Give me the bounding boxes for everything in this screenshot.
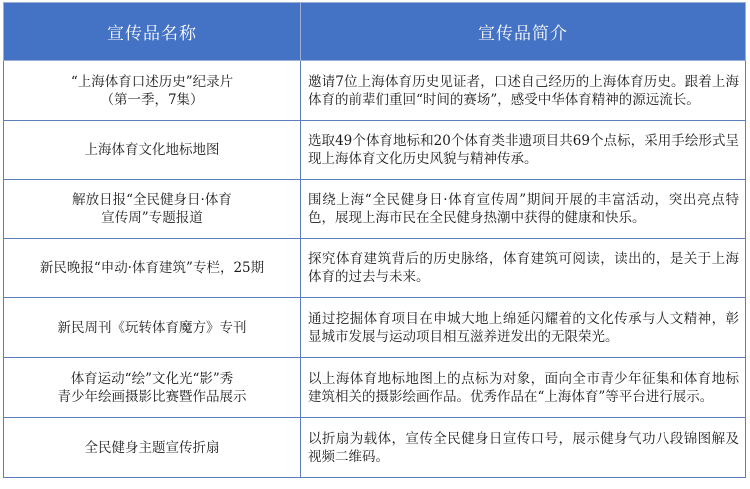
header-item-name: 宣传品名称	[4, 3, 301, 61]
item-name-cell	[4, 61, 301, 121]
publicity-table-page	[0, 2, 750, 489]
publicity-items-table	[3, 2, 746, 478]
table-row	[4, 298, 746, 358]
item-name-line: 上海体育文化地标地图	[84, 142, 220, 158]
item-name-cell	[4, 180, 301, 239]
item-name-line: 解放日报“全民健身日·体育	[72, 192, 232, 208]
item-name-line: 新民晚报“申动·体育建筑”专栏，25期	[39, 260, 265, 276]
item-name-line: 全民健身主题宣传折扇	[84, 439, 220, 456]
item-name-cell	[4, 358, 301, 418]
item-name-line: “上海体育口述历史”纪录片	[70, 73, 234, 90]
table-row	[4, 121, 746, 180]
table-header-row	[4, 3, 746, 61]
table-row	[4, 180, 746, 239]
table-row	[4, 239, 746, 298]
table-row	[4, 418, 746, 478]
table-row	[4, 61, 746, 121]
item-name-cell	[4, 121, 301, 180]
item-name-line: 体育运动“绘”文化光“影”秀	[70, 370, 234, 387]
item-description-cell: 通过挖掘体育项目在申城大地上绵延闪耀着的文化传承与人文精神，彰显城市发展与运动项目相互滋养迸发出的无限荣光。	[301, 298, 746, 358]
item-description-cell: 选取49个体育地标和20个体育类非遗项目共69个点标，采用手绘形式呈现上海体育文化历史风貌与精神传承。	[301, 121, 746, 180]
item-name-cell	[4, 239, 301, 298]
item-name-line: 宣传周”专题报道	[101, 210, 203, 226]
item-description-cell: 探究体育建筑背后的历史脉络，体育建筑可阅读，读出的，是关于上海体育的过去与未来。	[301, 239, 746, 298]
table-row	[4, 358, 746, 418]
item-name-line: （第一季，7集）	[100, 91, 204, 108]
header-item-description: 宣传品简介	[301, 3, 746, 61]
item-name-cell	[4, 298, 301, 358]
item-name-line: 青少年绘画摄影比赛暨作品展示	[57, 388, 247, 405]
item-description-cell: 以上海体育地标地图上的点标为对象，面向全市青少年征集和体育地标建筑相关的摄影绘画作品。优秀作品在“上海体育”等平台进行展示。	[301, 358, 746, 418]
item-name-line: 新民周刊《玩转体育魔方》专刊	[57, 319, 247, 336]
item-name-cell	[4, 418, 301, 478]
item-description-cell: 以折扇为载体，宣传全民健身日宣传口号，展示健身气功八段锦图解及视频二维码。	[301, 418, 746, 478]
item-description-cell: 邀请7位上海体育历史见证者，口述自己经历的上海体育历史。跟着上海体育的前辈们重回“时间的赛场”，感受中华体育精神的源远流长。	[301, 61, 746, 121]
item-description-cell: 围绕上海“全民健身日·体育宣传周”期间开展的丰富活动，突出亮点特色，展现上海市民在全民健身热潮中获得的健康和快乐。	[301, 180, 746, 239]
